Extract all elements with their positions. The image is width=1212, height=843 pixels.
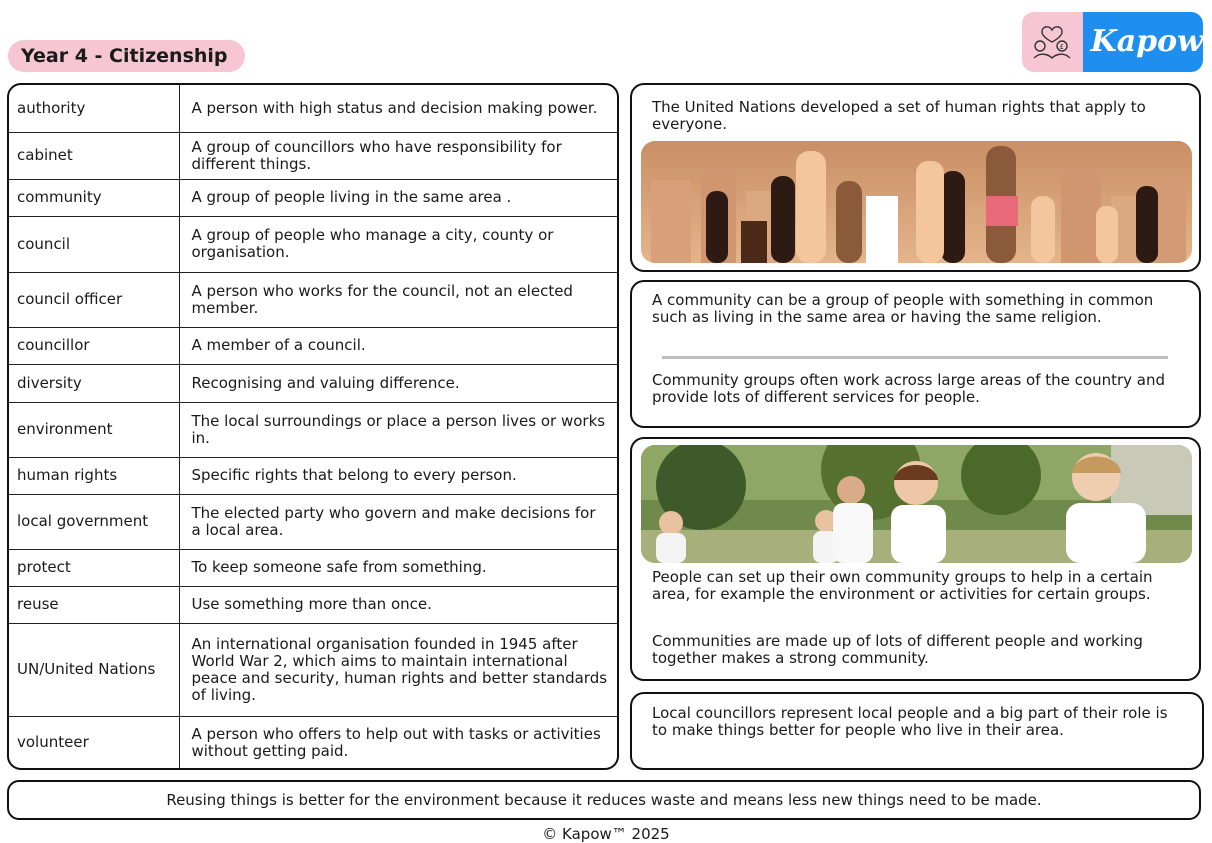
definition: A member of a council. (179, 327, 617, 364)
definition: Specific rights that belong to every person. (179, 457, 617, 494)
term: volunteer (9, 716, 179, 769)
term: reuse (9, 586, 179, 623)
community-groups-text-1: People can set up their own community groups to help in a certain area, for example the environment or activities for certain groups. (652, 568, 1153, 603)
raised-hands-image (641, 141, 1192, 263)
community-panel (630, 280, 1201, 428)
community-groups-text-2: Communities are made up of lots of different people and working together makes a strong community. (652, 632, 1143, 667)
term: human rights (9, 457, 179, 494)
definition: An international organisation founded in 1945 after World War 2, which aims to maintain international peace and security, human rights and better standards of living. (179, 623, 617, 716)
community-groups-panel (630, 437, 1201, 681)
table-row (9, 327, 617, 364)
term: environment (9, 402, 179, 457)
definition: To keep someone safe from something. (179, 549, 617, 586)
definition: A group of people living in the same area . (179, 179, 617, 216)
community-text-2: Community groups often work across large areas of the country and provide lots of different services for people. (652, 371, 1166, 406)
term: diversity (9, 364, 179, 402)
definition: A group of people who manage a city, county or organisation. (179, 216, 617, 272)
definition: A group of councillors who have responsibility for different things. (179, 132, 617, 179)
table-row (9, 216, 617, 272)
table-row (9, 179, 617, 216)
term: community (9, 179, 179, 216)
term: UN/United Nations (9, 623, 179, 716)
community-heart-icon (1022, 12, 1083, 72)
table-row (9, 364, 617, 402)
table-row (9, 457, 617, 494)
table-row (9, 402, 617, 457)
term: cabinet (9, 132, 179, 179)
definition: A person who works for the council, not an elected member. (179, 272, 617, 327)
table-row (9, 716, 617, 769)
divider (662, 356, 1168, 359)
councillors-panel (630, 692, 1204, 770)
definition: The elected party who govern and make decisions for a local area. (179, 494, 617, 549)
reuse-note: Reusing things is better for the environment because it reduces waste and means less new things need to be made. (7, 780, 1201, 820)
svg-text:£: £ (1059, 43, 1065, 51)
community-text-1: A community can be a group of people with something in common such as living in the same area or having the same religion. (652, 291, 1154, 326)
term: council officer (9, 272, 179, 327)
term: protect (9, 549, 179, 586)
copyright-footer: © Kapow™ 2025 (542, 825, 670, 843)
children-outdoors-image (641, 445, 1192, 563)
councillors-text: Local councillors represent local people and a big part of their role is to make things better for people who live in their area. (652, 704, 1168, 739)
kapow-logo (1022, 12, 1203, 72)
human-rights-panel (630, 83, 1201, 272)
term: authority (9, 85, 179, 132)
definition: Recognising and valuing difference. (179, 364, 617, 402)
definition: A person who offers to help out with tasks or activities without getting paid. (191, 724, 601, 760)
definition: The local surroundings or place a person lives or works in. (179, 402, 617, 457)
definition: Use something more than once. (179, 586, 617, 623)
definition: A person with high status and decision making power. (179, 85, 617, 132)
glossary-table (7, 83, 619, 770)
human-rights-text: The United Nations developed a set of human rights that apply to everyone. (652, 98, 1146, 133)
logo-text: Kapow (1083, 12, 1203, 72)
table-row (9, 494, 617, 549)
page-title: Year 4 - Citizenship (8, 40, 245, 72)
term: councillor (9, 327, 179, 364)
table-row (9, 549, 617, 586)
table-row (9, 623, 617, 716)
term: council (9, 216, 179, 272)
table-row (9, 132, 617, 179)
table-row (9, 272, 617, 327)
table-row (9, 586, 617, 623)
table-row (9, 85, 617, 132)
term: local government (9, 494, 179, 549)
